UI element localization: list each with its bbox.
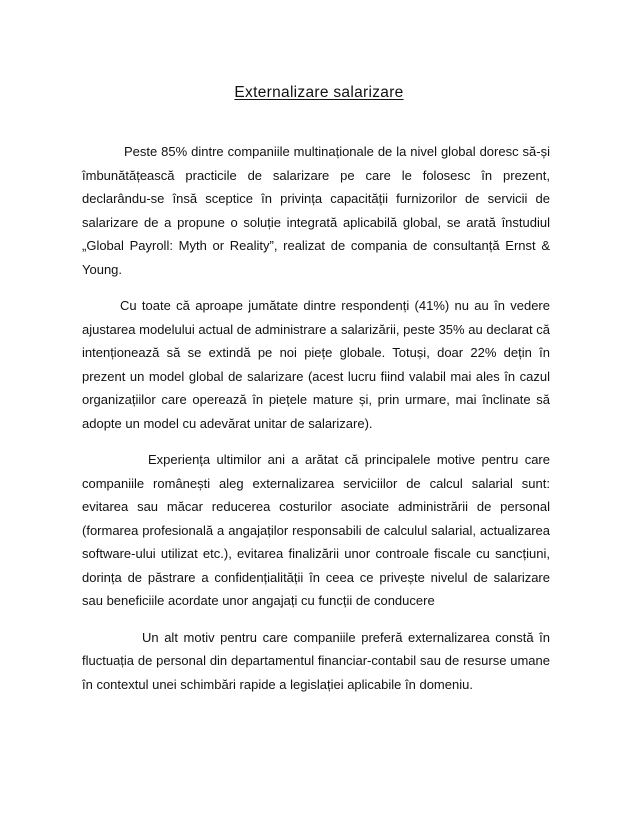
document-body [82,140,550,709]
paragraph-1: Peste 85% dintre companiile multinaționale de la nivel global doresc să-și îmbunătățească practicile de salarizare pe care le folosesc în prezent, declarându-se însă sceptice în privința capacității furnizorilor de servicii de salarizare de a propune o soluție integrată aplicabilă global, se arată înstudiul „Global Payroll: Myth or Reality”, realizat de compania de consultanță Ernst & Young. [82,144,550,277]
paragraph-4: Un alt motiv pentru care companiile preferă externalizarea constă în fluctuația de personal din departamentul financiar-contabil sau de resurse umane în contextul unei schimbări rapide a legislației aplicabile în domeniu. [82,629,550,692]
document-title: Externalizare salarizare [234,84,404,101]
paragraph-3: Experiența ultimilor ani a arătat că principalele motive pentru care companiile românești aleg externalizarea serviciilor de calcul salarial sunt: evitarea sau măcar reducerea costurilor asociate administrării de personal (formarea profesională a angajaților responsabili de calculul salarial, actualizarea software-ului utilizat etc.), evitarea finalizării unor controale fiscale cu sancțiuni, dorința de păstrare a confidențialității în ceea ce privește nivelul de salarizare sau beneficiile acordate unor angajați cu funcții de conducere [82,452,550,608]
paragraph-2: Cu toate că aproape jumătate dintre respondenți (41%) nu au în vedere ajustarea modelului actual de administrare a salarizării, peste 35% au declarat că intenționează să se extindă pe noi piețe globale. Totuși, doar 22% dețin în prezent un model global de salarizare (acest lucru fiind valabil mai ales în cazul organizațiilor care operează în piețele mature și, prin urmare, mai înclinate să adopte un model cu adevărat unitar de salarizare). [82,298,550,431]
